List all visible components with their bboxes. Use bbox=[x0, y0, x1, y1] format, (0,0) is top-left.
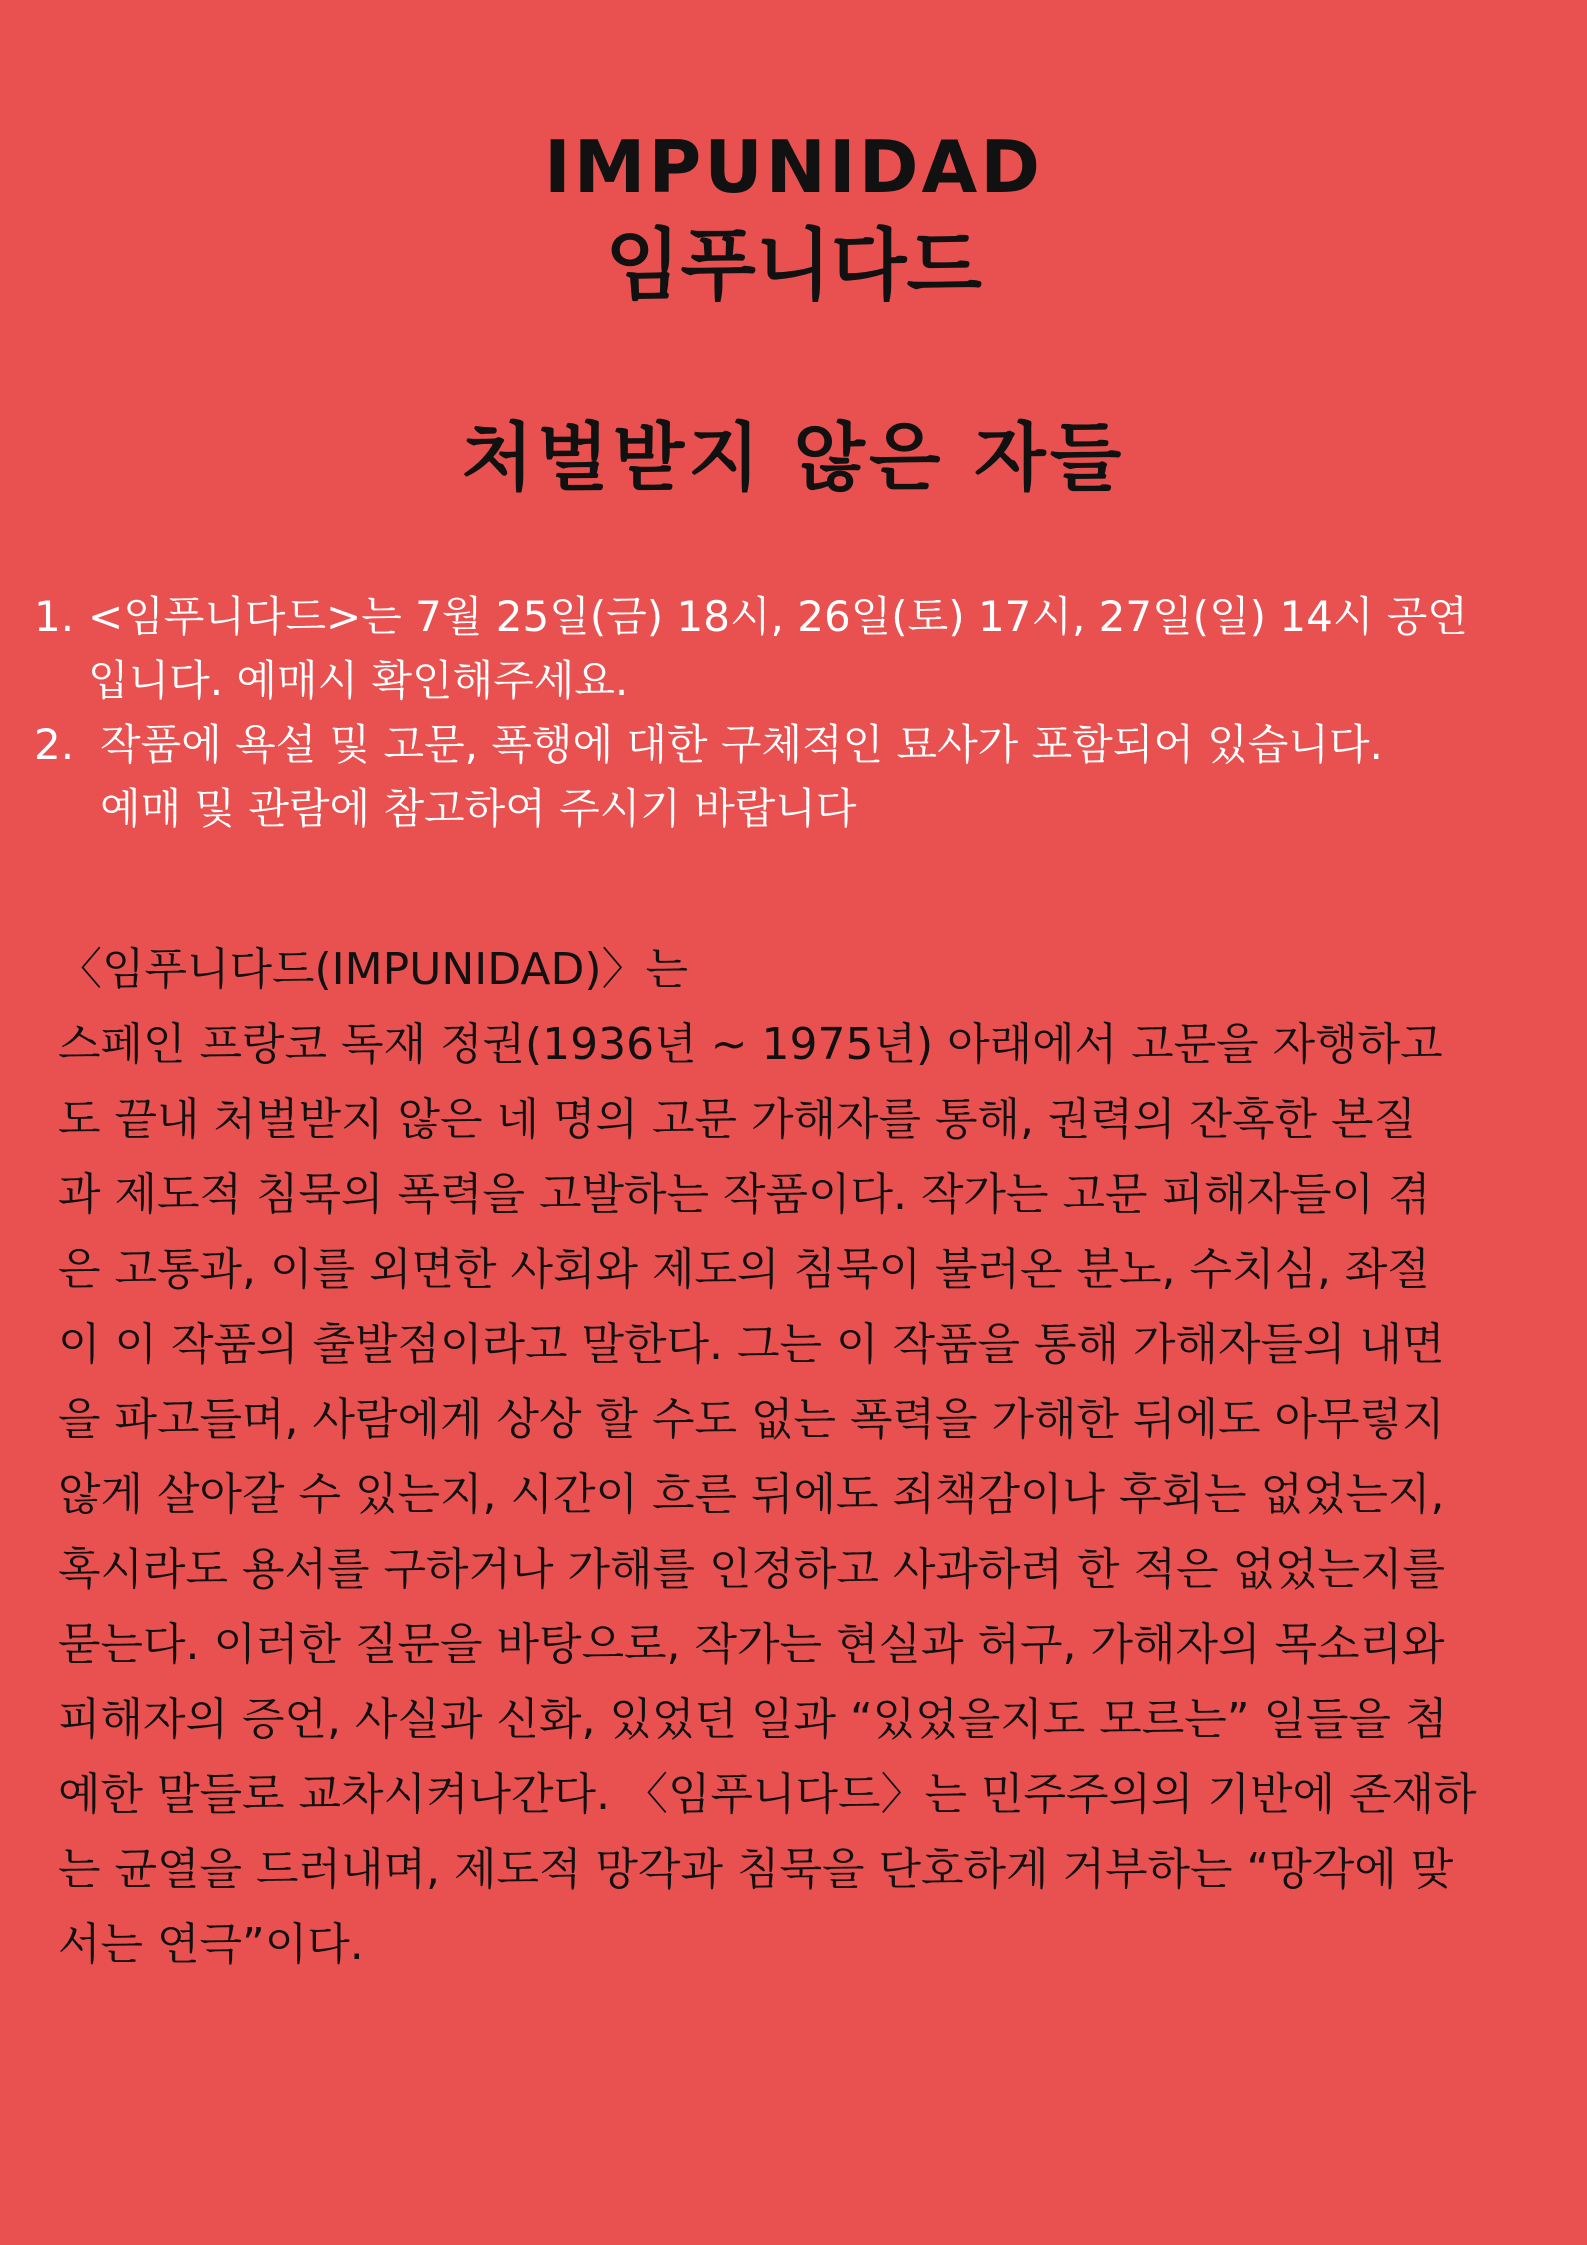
notice-list bbox=[34, 585, 1554, 841]
synopsis-line: 서는 연극”이다. bbox=[58, 1919, 364, 1970]
notice-line: 작품에 욕설 및 고문, 폭행에 대한 구체적인 묘사가 포함되어 있습니다. bbox=[100, 720, 1383, 769]
notice-text bbox=[100, 713, 1554, 841]
synopsis-line: 는 균열을 드러내며, 제도적 망각과 침묵을 단호하게 거부하는 “망각에 맞 bbox=[58, 1844, 1454, 1895]
notice-line: <임푸니다드>는 7월 25일(금) 18시, 26일(토) 17시, 27일(일) 14시 공연 bbox=[88, 592, 1468, 641]
notice-text bbox=[88, 585, 1554, 713]
synopsis-line: 예한 말들로 교차시켜나간다. 〈임푸니다드〉는 민주주의의 기반에 존재하 bbox=[58, 1769, 1477, 1820]
title-korean: 임푸니다드 bbox=[605, 221, 982, 311]
notice-item bbox=[34, 585, 1554, 713]
synopsis-line: 이 이 작품의 출발점이라고 말한다. 그는 이 작품을 통해 가해자들의 내면 bbox=[58, 1319, 1445, 1370]
synopsis-line: 도 끝내 처벌받지 않은 네 명의 고문 가해자를 통해, 권력의 잔혹한 본질 bbox=[58, 1094, 1416, 1145]
synopsis-line: 을 파고들며, 사람에게 상상 할 수도 없는 폭력을 가해한 뒤에도 아무렇지 bbox=[58, 1394, 1445, 1445]
notice-number: 1. bbox=[34, 592, 75, 641]
synopsis-line: 은 고통과, 이를 외면한 사회와 제도의 침묵이 불러온 분노, 수치심, 좌절 bbox=[58, 1244, 1430, 1295]
synopsis-line: 혹시라도 용서를 구하거나 가해를 인정하고 사과하려 한 적은 없었는지를 bbox=[58, 1544, 1446, 1595]
synopsis-line: 〈임푸니다드(IMPUNIDAD)〉는 bbox=[58, 944, 689, 995]
notice-line: 예매 및 관람에 참고하여 주시기 바랍니다 bbox=[100, 784, 857, 833]
notice-item bbox=[34, 713, 1554, 841]
synopsis-line: 피해자의 증언, 사실과 신화, 있었던 일과 “있었을지도 모르는” 일들을 첨 bbox=[58, 1694, 1448, 1745]
synopsis-line: 스페인 프랑코 독재 정권(1936년 ~ 1975년) 아래에서 고문을 자행하고 bbox=[58, 1019, 1443, 1070]
synopsis-line: 않게 살아갈 수 있는지, 시간이 흐른 뒤에도 죄책감이나 후회는 없었는지, bbox=[58, 1469, 1445, 1520]
subtitle: 처벌받지 않은 자들 bbox=[461, 415, 1126, 501]
synopsis-line: 과 제도적 침묵의 폭력을 고발하는 작품이다. 작가는 고문 피해자들이 겪 bbox=[58, 1169, 1431, 1220]
synopsis-paragraph bbox=[58, 932, 1548, 1982]
notice-number: 2. bbox=[34, 720, 75, 769]
synopsis-line: 묻는다. 이러한 질문을 바탕으로, 작가는 현실과 허구, 가해자의 목소리와 bbox=[58, 1619, 1445, 1670]
title-english: IMPUNIDAD bbox=[544, 125, 1043, 209]
notice-line: 입니다. 예매시 확인해주세요. bbox=[88, 656, 629, 705]
